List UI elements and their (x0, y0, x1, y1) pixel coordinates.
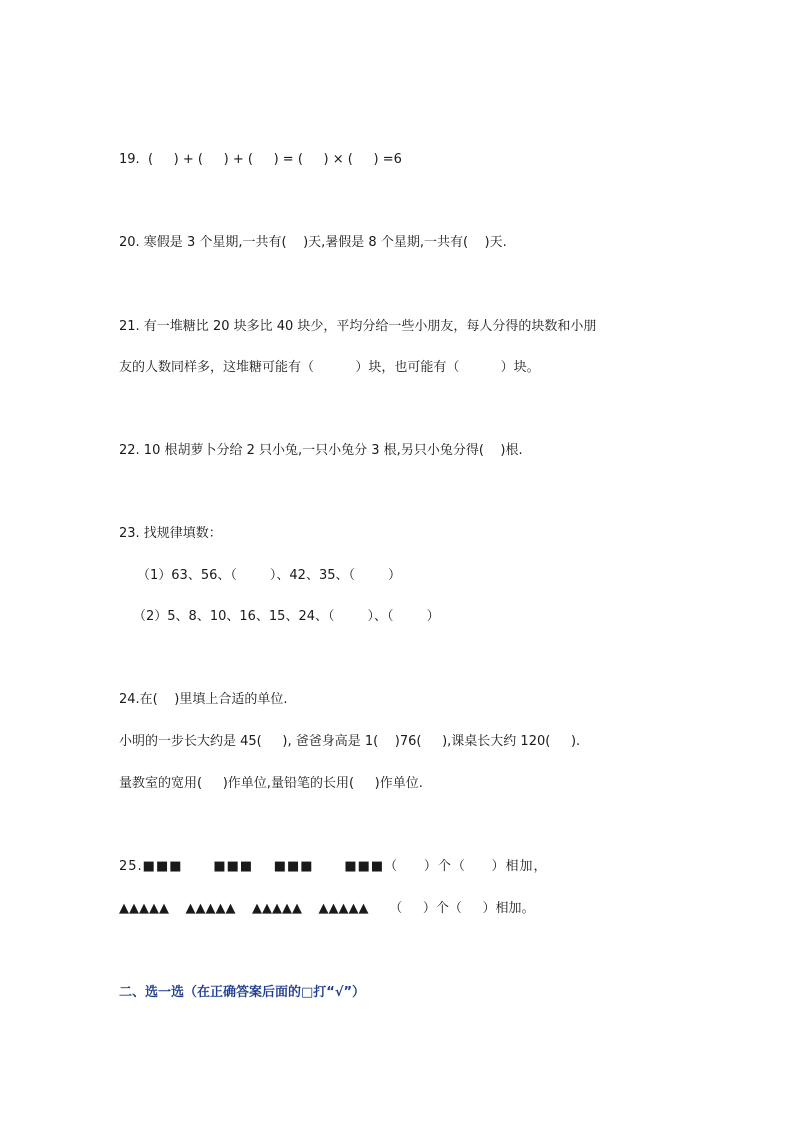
question-24-title: 24.在( )里填上合适的单位. (119, 692, 288, 707)
question-23-part-2: （2）5、8、10、16、15、24、（ ）、（ ） (133, 609, 440, 624)
question-24-line-1: 小明的一步长大约是 45( ), 爸爸身高是 1( )76( ),课桌长大约 120( ). (119, 734, 581, 749)
question-25-squares-line: 25.■■■ ■■■ ■■■ ■■■（ ）个（ ）相加， (119, 859, 548, 874)
question-21-line-1: 21. 有一堆糖比 20 块多比 40 块少，平均分给一些小朋友，每人分得的块数和小朋 (119, 319, 597, 334)
question-25-triangles-line: ▲▲▲▲▲ ▲▲▲▲▲ ▲▲▲▲▲ ▲▲▲▲▲ （ ）个（ ）相加。 (119, 901, 535, 916)
question-20: 20. 寒假是 3 个星期,一共有( )天,暑假是 8 个星期,一共有( )天. (119, 235, 507, 250)
question-23-part-1: （1）63、56、（ ）、42、35、（ ） (137, 568, 402, 583)
section-2-heading: 二、选一选（在正确答案后面的□打“√”） (119, 985, 366, 1000)
question-23-title: 23. 找规律填数： (119, 526, 222, 541)
question-22: 22. 10 根胡萝卜分给 2 只小兔,一只小兔分 3 根,另只小兔分得( )根. (119, 443, 523, 458)
question-21-line-2: 友的人数同样多，这堆糖可能有（ ）块，也可能有（ ）块。 (119, 360, 540, 375)
question-24-line-2: 量教室的宽用( )作单位,量铅笔的长用( )作单位. (119, 776, 423, 791)
question-19: 19. ( ) + ( ) + ( ) = ( ) × ( ) =6 (119, 152, 402, 167)
